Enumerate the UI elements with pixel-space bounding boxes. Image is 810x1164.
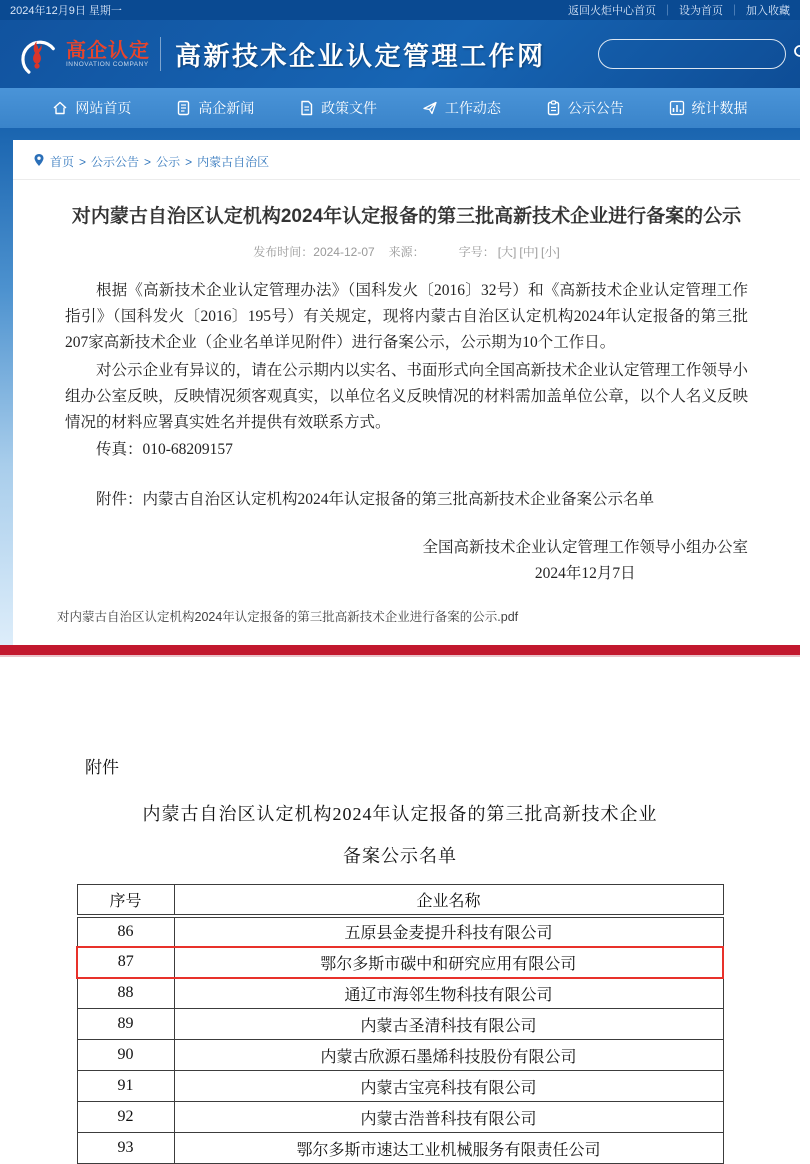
red-divider-bar — [0, 645, 800, 657]
serial-header: 序号 — [77, 885, 174, 916]
publish-date: 2024-12-07 — [313, 245, 375, 259]
document-title-line2: 备案公示名单 — [343, 846, 457, 866]
location-pin-icon — [33, 153, 45, 170]
serial-cell: 91 — [77, 1071, 174, 1102]
top-utility-bar — [0, 0, 800, 20]
torch-center-home-link[interactable]: 返回火炬中心首页 — [568, 5, 656, 17]
nav-item-policy[interactable] — [299, 98, 377, 118]
topbar-links — [568, 2, 790, 18]
policy-doc-icon — [299, 100, 314, 116]
article-panel — [13, 140, 800, 645]
announcement-icon — [546, 100, 561, 116]
main-nav — [0, 88, 800, 128]
nav-label: 工作动态 — [444, 100, 501, 116]
company-name-cell: 内蒙古宝亮科技有限公司 — [174, 1071, 723, 1102]
fontsize-large-button[interactable]: [大] — [497, 245, 517, 259]
nav-item-news[interactable] — [176, 98, 254, 118]
breadcrumb-separator: > — [185, 154, 193, 169]
company-name-cell: 五原县金麦提升科技有限公司 — [174, 916, 723, 947]
table-row — [77, 978, 723, 1009]
news-icon — [176, 100, 191, 116]
site-header — [0, 20, 800, 88]
company-name-cell: 内蒙古圣清科技有限公司 — [174, 1009, 723, 1040]
nav-item-home[interactable] — [52, 98, 131, 118]
serial-cell: 93 — [77, 1133, 174, 1164]
current-date: 2024年12月9日 星期一 — [10, 5, 122, 17]
attachment-line: 附件：内蒙古自治区认定机构2024年认定报备的第三批高新技术企业备案公示名单 — [96, 491, 655, 508]
signature-block — [65, 535, 748, 587]
enterprise-roster-table — [76, 884, 724, 1164]
table-row — [77, 1040, 723, 1071]
breadcrumb-region[interactable]: 内蒙古自治区 — [197, 155, 270, 169]
fax-line: 传真：010-68209157 — [96, 441, 233, 458]
signature-date: 2024年12月7日 — [534, 565, 636, 582]
pdf-attachment-link[interactable]: 对内蒙古自治区认定机构2024年认定报备的第三批高新技术企业进行备案的公示.pdf — [57, 610, 519, 624]
article-body — [13, 278, 800, 587]
nav-item-statistics[interactable] — [669, 98, 748, 118]
serial-cell: 92 — [77, 1102, 174, 1133]
table-row — [77, 1102, 723, 1133]
fontsize-label: 字号： — [458, 245, 495, 259]
signature-org: 全国高新技术企业认定管理工作领导小组办公室 — [422, 539, 748, 556]
article-paragraph: 根据《高新技术企业认定管理办法》（国科发火〔2016〕32号）和《高新技术企业认定管理工作指引》（国科发火〔2016〕195号）有关规定，现将内蒙古自治区认定机构2024年认定报备的第三批207家高新技术企业（企业名单详见附件）进行备案公示，公示期为10个工作日。 — [65, 282, 748, 351]
site-title: 高新技术企业认定管理工作网 — [175, 40, 546, 71]
add-favorite-link[interactable]: 加入收藏 — [746, 5, 790, 17]
source-label: 来源： — [388, 245, 425, 259]
search-input[interactable] — [599, 40, 793, 68]
serial-cell: 90 — [77, 1040, 174, 1071]
company-name-cell: 通辽市海邻生物科技有限公司 — [174, 978, 723, 1009]
search-box — [598, 39, 786, 69]
site-logo[interactable] — [14, 31, 150, 77]
company-name-header: 企业名称 — [174, 885, 723, 916]
breadcrumb — [13, 140, 800, 180]
nav-label: 网站首页 — [75, 100, 132, 116]
attachment-label: 附件 — [85, 758, 119, 777]
table-row — [77, 916, 723, 947]
fontsize-small-button[interactable]: [小] — [541, 245, 560, 259]
serial-cell: 88 — [77, 978, 174, 1009]
logo-subtext: INNOVATION COMPANY — [66, 60, 149, 68]
table-row-highlighted — [77, 947, 723, 978]
table-row — [77, 1133, 723, 1164]
nav-label: 高企新闻 — [198, 100, 255, 116]
send-icon — [422, 100, 438, 116]
header-divider — [160, 37, 161, 71]
breadcrumb-publicity[interactable]: 公示 — [156, 155, 181, 169]
publish-time-label: 发布时间： — [253, 245, 314, 259]
link-separator: ｜ — [662, 5, 673, 17]
serial-cell: 86 — [77, 916, 174, 947]
article-title: 对内蒙古自治区认定机构2024年认定报备的第三批高新技术企业进行备案的公示 — [71, 206, 742, 227]
article-paragraph: 对公示企业有异议的，请在公示期内以实名、书面形式向全国高新技术企业认定管理工作领导小组办公室反映，反映情况须客观真实，以单位名义反映情况的材料需加盖单位公章，以个人名义反映情况的材料应署真实姓名并提供有效联系方式。 — [65, 362, 748, 431]
logo-text: 高企认定 — [66, 39, 150, 62]
nav-item-updates[interactable] — [422, 98, 501, 118]
attachment-document — [0, 657, 800, 1159]
logo-text-block — [66, 41, 150, 68]
serial-cell: 89 — [77, 1009, 174, 1040]
breadcrumb-announcements[interactable]: 公示公告 — [91, 155, 140, 169]
panel-wrap — [0, 128, 800, 645]
nav-label: 统计数据 — [691, 100, 748, 116]
nav-label: 政策文件 — [321, 100, 378, 116]
breadcrumb-separator: > — [144, 154, 152, 169]
nav-item-announcements[interactable] — [546, 98, 624, 118]
article-meta — [13, 243, 800, 260]
document-title-line1: 内蒙古自治区认定机构2024年认定报备的第三批高新技术企业 — [142, 804, 658, 824]
nav-label: 公示公告 — [567, 100, 624, 116]
chart-icon — [669, 100, 685, 116]
company-name-cell: 鄂尔多斯市速达工业机械服务有限责任公司 — [174, 1133, 723, 1164]
search-button[interactable] — [793, 40, 810, 68]
home-icon — [52, 100, 68, 116]
logo-torch-icon — [14, 31, 60, 77]
table-row — [77, 1071, 723, 1102]
search-icon — [793, 44, 810, 64]
company-name-cell: 内蒙古欣源石墨烯科技股份有限公司 — [174, 1040, 723, 1071]
company-name-cell: 内蒙古浩普科技有限公司 — [174, 1102, 723, 1133]
breadcrumb-home[interactable]: 首页 — [50, 155, 75, 169]
set-homepage-link[interactable]: 设为首页 — [679, 5, 723, 17]
company-name-cell: 鄂尔多斯市碳中和研究应用有限公司 — [174, 947, 723, 978]
table-header-row — [77, 885, 723, 916]
link-separator: ｜ — [729, 5, 740, 17]
fontsize-medium-button[interactable]: [中] — [519, 245, 539, 259]
breadcrumb-separator: > — [79, 154, 87, 169]
table-row — [77, 1009, 723, 1040]
serial-cell: 87 — [77, 947, 174, 978]
